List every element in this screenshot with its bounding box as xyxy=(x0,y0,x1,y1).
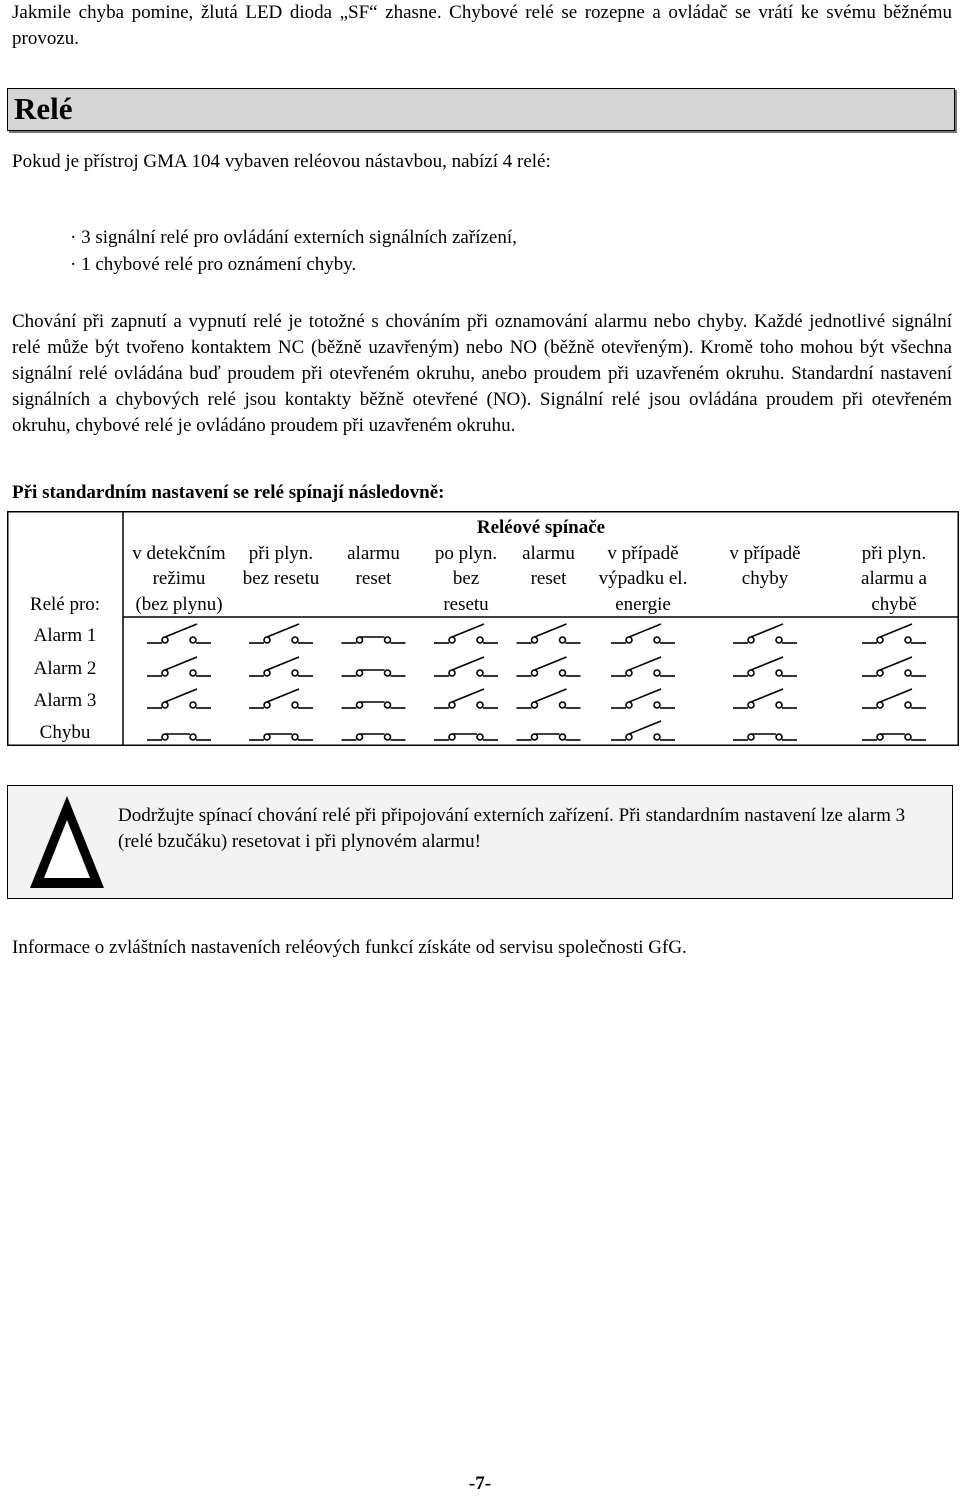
open-contact-symbol xyxy=(611,689,675,708)
footer-note: Informace o zvláštních nastaveních reléových funkcí získáte od servisu společnosti GfG. xyxy=(12,937,687,958)
relay-bullet-list xyxy=(70,224,517,278)
column-header-text: reset xyxy=(530,568,567,589)
lead-paragraph: Pokud je přístroj GMA 104 vybaven reléovou nástavbou, nabízí 4 relé: xyxy=(12,151,551,172)
closed-contact-symbol xyxy=(862,734,926,740)
open-contact-symbol xyxy=(733,657,797,676)
open-contact-symbol xyxy=(147,657,211,676)
row-label: Alarm 2 xyxy=(33,658,97,679)
open-contact-symbol xyxy=(611,624,675,643)
open-contact-symbol xyxy=(147,689,211,708)
closed-contact-symbol xyxy=(249,734,313,740)
column-header-text: reset xyxy=(355,568,392,589)
section-heading: Relé xyxy=(7,88,955,131)
open-contact-symbol xyxy=(249,624,313,643)
open-contact-symbol xyxy=(434,657,498,676)
warning-triangle-icon xyxy=(26,792,108,892)
open-contact-symbol xyxy=(517,657,581,676)
row-label: Alarm 1 xyxy=(33,625,97,646)
column-header-text: alarmu xyxy=(522,543,575,564)
closed-contact-symbol xyxy=(342,637,406,643)
column-header-text: při plyn. xyxy=(861,543,927,564)
open-contact-symbol xyxy=(249,689,313,708)
column-header-text: výpadku el. xyxy=(598,568,688,589)
open-contact-symbol xyxy=(862,657,926,676)
closed-contact-symbol xyxy=(147,734,211,740)
closed-contact-symbol xyxy=(517,734,581,740)
column-header-text: resetu xyxy=(443,594,489,615)
closed-contact-symbol xyxy=(342,734,406,740)
column-header-text: v případě xyxy=(607,543,679,564)
page-number: -7- xyxy=(468,1473,492,1494)
row-header-label: Relé pro: xyxy=(29,594,101,615)
column-header-text: chybě xyxy=(871,594,917,615)
column-header-text: energie xyxy=(615,594,671,615)
warning-text: Dodržujte spínací chování relé při připojování externích zařízení. Při standardním nastavení lze alarm 3 (relé bzučáku) resetovat i při plynovém alarmu! xyxy=(118,805,906,852)
column-header-text: bez xyxy=(452,568,480,589)
open-contact-symbol xyxy=(249,657,313,676)
open-contact-symbol xyxy=(733,624,797,643)
bullet-fault-relay: · 1 chybové relé pro oznámení chyby. xyxy=(70,254,357,275)
closed-contact-symbol xyxy=(342,702,406,708)
column-header-text: (bez plynu) xyxy=(135,594,223,615)
column-header-text: po plyn. xyxy=(434,543,498,564)
open-contact-symbol xyxy=(862,689,926,708)
closed-contact-symbol xyxy=(342,670,406,676)
row-label: Chybu xyxy=(39,722,91,743)
row-label: Alarm 3 xyxy=(33,690,97,711)
open-contact-symbol xyxy=(611,721,675,740)
open-contact-symbol xyxy=(862,624,926,643)
column-header-text: chyby xyxy=(741,568,789,589)
relay-behaviour-paragraph: Chování při zapnutí a vypnutí relé je totožné s chováním při oznamování alarmu nebo chyby. Každé jednotlivé signální relé může být tvořeno kontaktem NC (běžně uzavřeným) nebo NO (běžně otevřeným). Kromě toho mohou být všechna signální relé ovládána buď proudem při otevřeném okruhu, anebo proudem při uzavřeném okruhu. Standardní nastavení signálních a chybových relé jsou kontakty běžně otevřené (NO). Signální relé jsou ovládána proudem při otevřeném okruhu, chybové relé je ovládáno proudem při uzavřeném okruhu. xyxy=(12,311,952,436)
open-contact-symbol xyxy=(611,657,675,676)
open-contact-symbol xyxy=(147,624,211,643)
open-contact-symbol xyxy=(434,689,498,708)
open-contact-symbol xyxy=(733,689,797,708)
table-title: Při standardním nastavení se relé spínají následovně: xyxy=(12,482,445,503)
bullet-signal-relays: · 3 signální relé pro ovládání externích signálních zařízení, xyxy=(70,227,517,248)
relay-table-svg xyxy=(7,511,959,746)
column-header-text: v detekčním xyxy=(132,543,226,564)
column-header-text: bez resetu xyxy=(242,568,320,589)
column-header-text: alarmu a xyxy=(861,568,927,589)
closed-contact-symbol xyxy=(733,734,797,740)
warning-box xyxy=(7,785,953,899)
open-contact-symbol xyxy=(434,624,498,643)
closed-contact-symbol xyxy=(434,734,498,740)
column-header-text: v případě xyxy=(729,543,801,564)
open-contact-symbol xyxy=(517,689,581,708)
column-header-text: alarmu xyxy=(347,543,400,564)
column-header-text: režimu xyxy=(152,568,206,589)
intro-paragraph: Jakmile chyba pomine, žlutá LED dioda „SF“ zhasne. Chybové relé se rozepne a ovládač se vrátí ke svému běžnému provozu. xyxy=(12,2,952,49)
open-contact-symbol xyxy=(517,624,581,643)
table-group-header: Reléové spínače xyxy=(476,517,606,538)
column-header-text: při plyn. xyxy=(248,543,314,564)
relay-switching-table xyxy=(7,511,959,746)
